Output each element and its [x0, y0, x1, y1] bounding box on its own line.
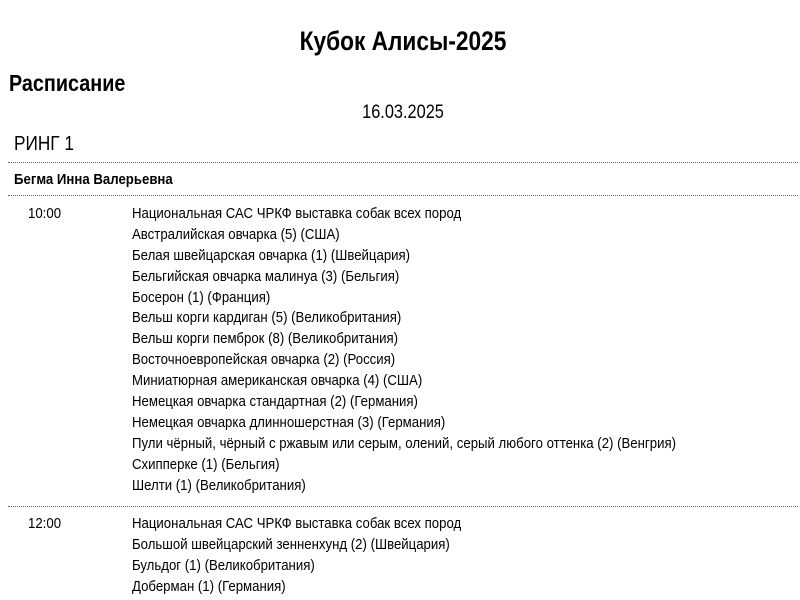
divider [8, 195, 798, 196]
breed-line: Немецкая овчарка длинношерстная (3) (Германия) [132, 413, 446, 431]
slot-time: 12:00 [28, 515, 62, 532]
judge-name: Бегма Инна Валерьевна [14, 171, 173, 188]
breed-line: Миниатюрная американская овчарка (4) (США) [132, 372, 423, 390]
breed-line: Вельш корги пемброк (8) (Великобритания) [132, 330, 399, 348]
breed-line: Босерон (1) (Франция) [132, 288, 271, 306]
breed-line: Вельш корги кардиган (5) (Великобритания) [132, 309, 402, 327]
breed-line: Пули чёрный, чёрный с ржавым или серым, олений, серый любого оттенка (2) (Венгрия) [132, 434, 677, 452]
breed-line: Восточноевропейская овчарка (2) (Россия) [132, 351, 396, 369]
schedule-date: 16.03.2025 [362, 102, 444, 123]
breed-line: Бульдог (1) (Великобритания) [132, 556, 315, 574]
ring-label: РИНГ 1 [14, 133, 74, 155]
slot-breed-list [132, 204, 676, 496]
breed-line: Бельгийская овчарка малинуа (3) (Бельгия) [132, 267, 400, 285]
divider [8, 506, 798, 507]
breed-line: Национальная САС ЧРКФ выставка собак всех пород [132, 205, 462, 222]
document-title: Кубок Алисы-2025 [299, 26, 507, 56]
breed-line: Австралийская овчарка (5) (США) [132, 225, 340, 243]
breed-line: Доберман (1) (Германия) [132, 577, 286, 595]
slot-time: 10:00 [28, 205, 62, 222]
divider [8, 162, 798, 163]
breed-line: Немецкая овчарка стандартная (2) (Германия) [132, 393, 418, 411]
breed-line: Белая швейцарская овчарка (1) (Швейцария) [132, 246, 411, 264]
breed-line: Схипперке (1) (Бельгия) [132, 455, 280, 473]
slot-breed-list [132, 514, 461, 598]
breed-line: Большой швейцарский зенненхунд (2) (Швейцария) [132, 535, 450, 553]
schedule-heading: Расписание [9, 70, 126, 96]
breed-line: Национальная САС ЧРКФ выставка собак всех пород [132, 515, 462, 532]
breed-line: Шелти (1) (Великобритания) [132, 476, 306, 494]
